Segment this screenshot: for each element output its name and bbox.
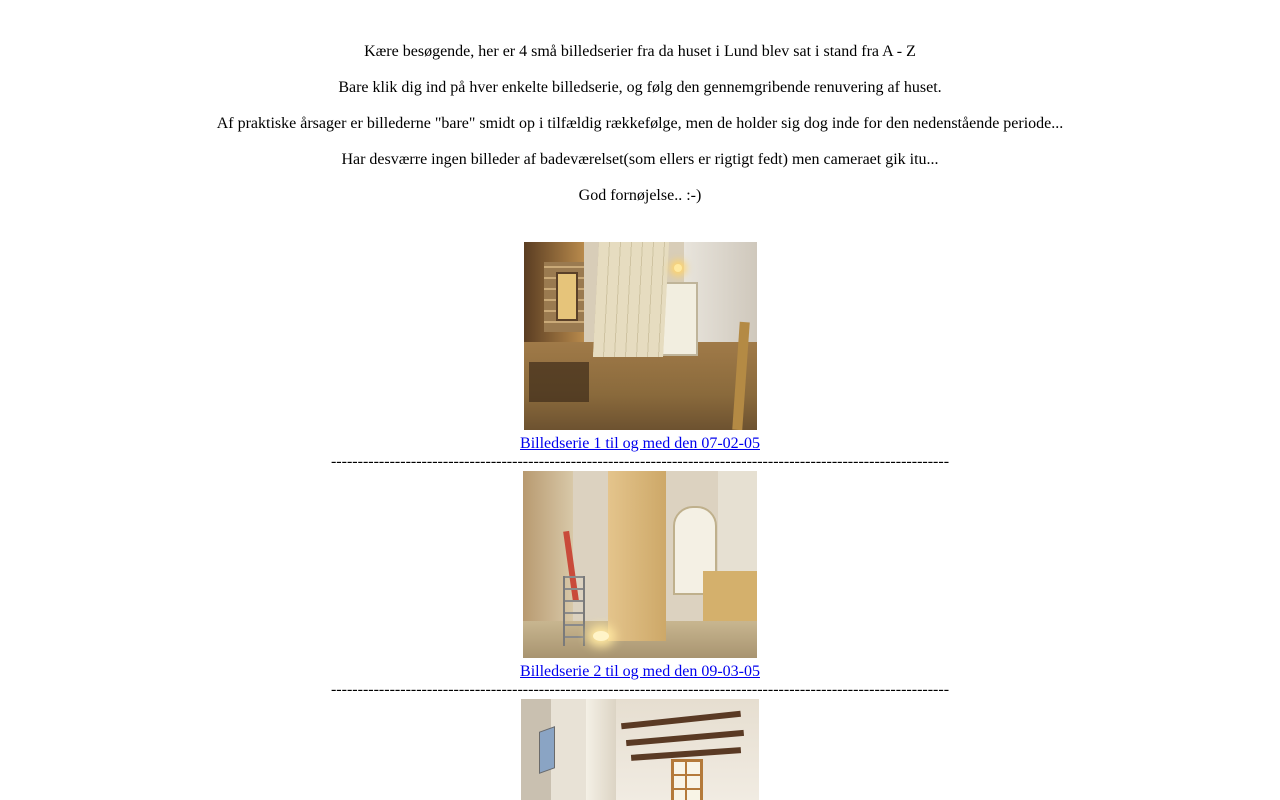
intro-text [0,43,1280,223]
series-2-thumbnail-link[interactable] [523,471,757,658]
photo-gallery [0,242,1280,800]
series-3-thumbnail [521,699,759,800]
series-2-thumbnail [523,471,757,658]
gallery-entry-2 [0,471,1280,699]
intro-line-bathroom-note: Har desværre ingen billeder af badeværelset(som ellers er rigtigt fedt) men cameraet gik itu... [341,151,939,168]
series-1-link[interactable]: Billedserie 1 til og med den 07-02-05 [520,435,760,452]
series-1-thumbnail-link[interactable] [524,242,757,430]
intro-line-closing: God fornøjelse.. :-) [578,187,702,204]
series-3-thumbnail-link[interactable] [521,699,759,800]
series-2-link[interactable]: Billedserie 2 til og med den 09-03-05 [520,663,760,680]
intro-line-ordering-note: Af praktiske årsager er billederne "bare" smidt op i tilfældig rækkefølge, men de holder sig dog inde for den nedenstående periode... [216,115,1064,132]
divider-line: -------------------------------------------------------------------------------------------------------------------- [330,681,950,698]
divider-line: -------------------------------------------------------------------------------------------------------------------- [330,453,950,470]
gallery-entry-1 [0,242,1280,471]
series-1-thumbnail [524,242,757,430]
intro-line-greeting: Kære besøgende, her er 4 små billedserier fra da huset i Lund blev sat i stand fra A - Z [364,43,916,60]
intro-line-instructions: Bare klik dig ind på hver enkelte billedserie, og følg den gennemgribende renuvering af huset. [338,79,942,96]
gallery-entry-3 [0,699,1280,800]
